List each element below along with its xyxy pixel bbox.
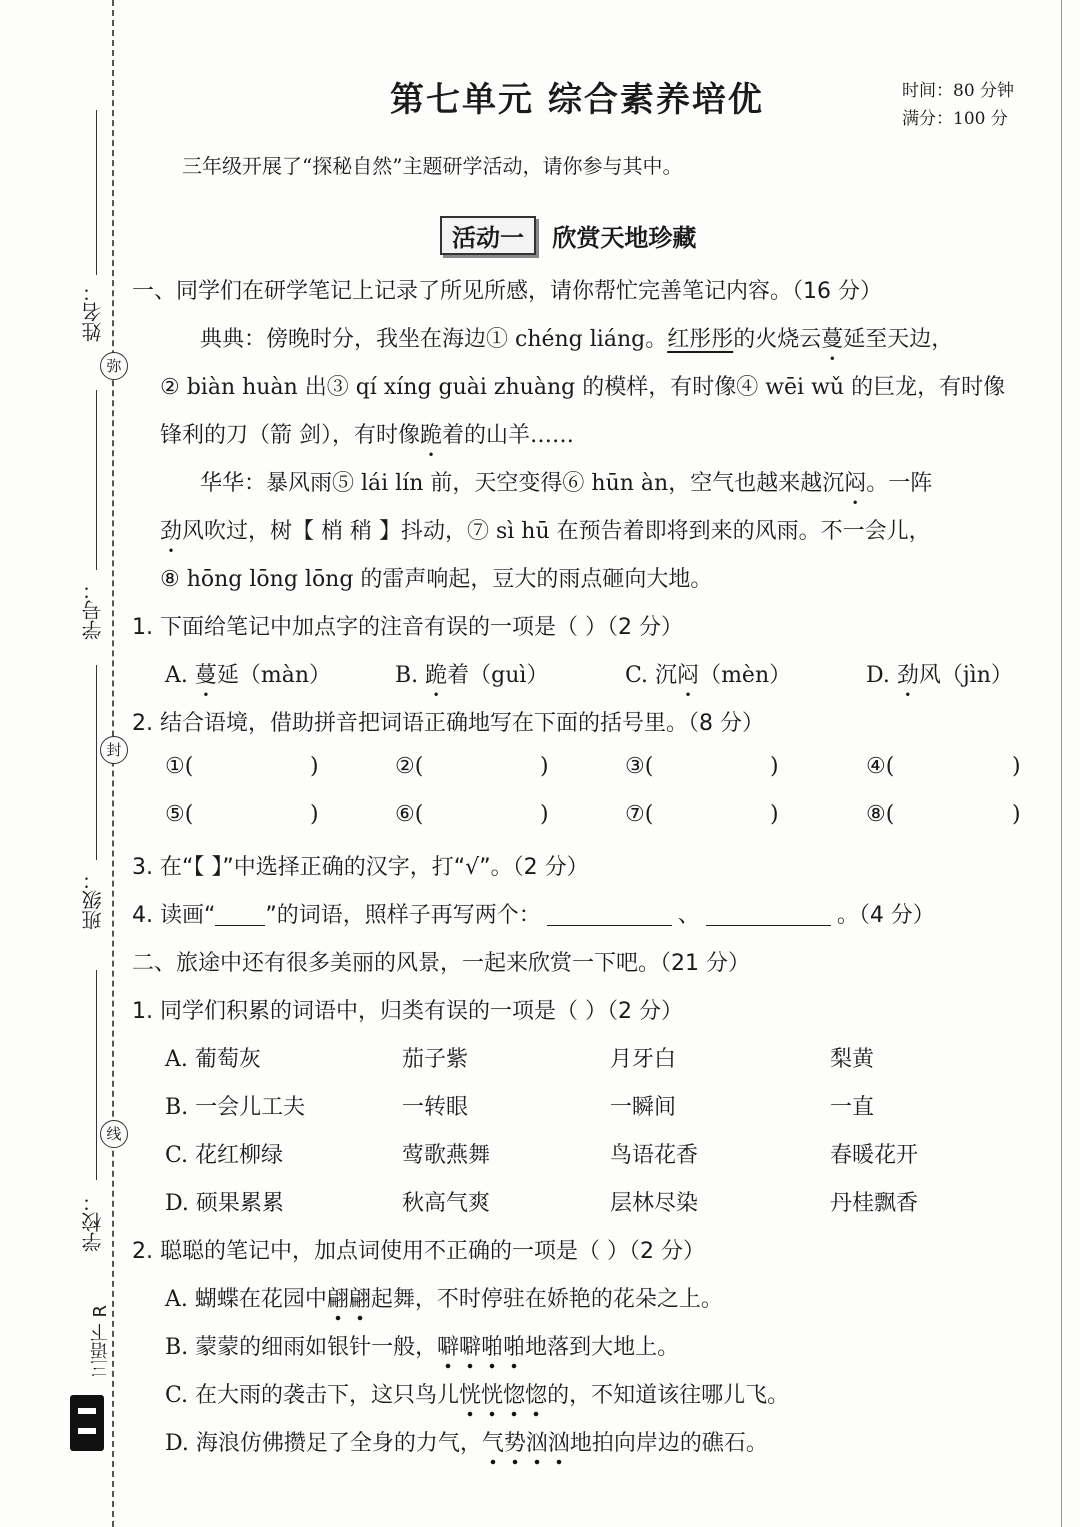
grade-label: 三语下 R <box>90 1305 111 1378</box>
note-text: 华华：暴风雨⑤ lái lín 前，天空变得⑥ hūn àn，空气也越来越沉 <box>200 471 845 496</box>
s2-q1-d-3: 层林尽染 <box>610 1191 699 1216</box>
q1-stem: 1. 下面给笔记中加点字的注音有误的一项是（ ）（2 分） <box>132 615 683 640</box>
underlined-word: 红彤彤 <box>667 327 734 352</box>
note-p2-line3: ⑧ hōng lōng lōng 的雷声响起，豆大的雨点砸向大地。 <box>160 567 713 592</box>
option-text: D. 海浪仿佛攒足了全身的力气， <box>165 1431 482 1456</box>
dotted-char: 蔓 <box>821 327 844 352</box>
slot-close: ) <box>1012 754 1021 779</box>
seal-char-xian: 线 <box>100 1120 128 1148</box>
slot-close: ) <box>770 754 779 779</box>
answer-slot-4[interactable]: ④( <box>866 754 895 779</box>
q4-text: 、 <box>677 903 700 928</box>
s2-q1-d-1[interactable]: D. 硕果累累 <box>165 1191 284 1216</box>
q4-text: 4. 读画“ <box>132 903 216 928</box>
intro-text: 三年级开展了“探秘自然”主题研学活动，请你参与其中。 <box>182 154 683 178</box>
note-p2-line1 <box>200 466 932 497</box>
s2-q2-option-b[interactable] <box>165 1330 679 1361</box>
q3-stem: 3. 在“【 】”中选择正确的汉字，打“√”。（2 分） <box>132 855 589 880</box>
class-write-line <box>96 665 97 860</box>
name-label: 姓名： <box>81 282 105 342</box>
slot-close: ) <box>770 802 779 827</box>
school-label: 学校： <box>81 1192 105 1252</box>
s2-q1-stem: 1. 同学们积累的词语中，归类有误的一项是（ ）（2 分） <box>132 999 683 1024</box>
dotted-word: 噼噼啪啪 <box>437 1335 525 1370</box>
page-edge-line <box>1061 0 1062 1527</box>
q1-option-c[interactable] <box>625 658 791 689</box>
slot-close: ) <box>540 754 549 779</box>
slot-close: ) <box>540 802 549 827</box>
s2-q1-a-4: 梨黄 <box>830 1047 875 1072</box>
note-p2-line2 <box>160 514 931 545</box>
student-id-label: 学号： <box>81 580 105 640</box>
option-text: B. 蒙蒙的细雨如银针一般， <box>165 1335 438 1360</box>
exam-time: 时间：80 分钟 <box>902 81 1015 101</box>
option-text: 延（màn） <box>216 663 332 688</box>
answer-slot-3[interactable]: ③( <box>625 754 654 779</box>
activity-heading <box>440 216 696 255</box>
slot-close: ) <box>310 754 319 779</box>
s2-q1-a-2: 茄子紫 <box>402 1047 469 1072</box>
note-text: 锋利的刀（箭 剑），有时像 <box>160 423 420 448</box>
seal-char-feng: 封 <box>100 736 128 764</box>
s2-q1-a-1[interactable]: A. 葡萄灰 <box>165 1047 261 1072</box>
dotted-char: 劲 <box>160 519 183 544</box>
q2-stem: 2. 结合语境，借助拼音把词语正确地写在下面的括号里。（8 分） <box>132 711 764 736</box>
answer-slot-2[interactable]: ②( <box>395 754 424 779</box>
slot-close: ) <box>310 802 319 827</box>
option-text: 地落到大地上。 <box>525 1335 680 1360</box>
option-text: 风（jìn） <box>918 663 1013 688</box>
dotted-char: 蔓 <box>194 663 217 688</box>
q4-line <box>132 898 935 929</box>
answer-slot-5[interactable]: ⑤( <box>165 802 194 827</box>
s2-q1-d-2: 秋高气爽 <box>402 1191 491 1216</box>
s2-q2-option-c[interactable] <box>165 1378 789 1409</box>
slot-close: ) <box>1012 802 1021 827</box>
q4-text: 。（4 分） <box>836 903 935 928</box>
q1-option-b[interactable] <box>395 658 548 689</box>
dotted-char: 闷 <box>844 471 867 496</box>
note-text: 延至天边， <box>843 327 954 352</box>
dotted-word: 恍恍惚惚 <box>459 1383 547 1418</box>
note-text: 。一阵 <box>866 471 933 496</box>
activity-title: 欣赏天地珍藏 <box>552 224 697 252</box>
dotted-char: 劲 <box>896 663 919 688</box>
option-text: B. <box>395 663 426 688</box>
note-text: 典典：傍晚时分，我坐在海边① chéng liáng。 <box>200 327 668 352</box>
s2-q1-c-2: 莺歌燕舞 <box>402 1143 491 1168</box>
s2-q1-a-3: 月牙白 <box>610 1047 677 1072</box>
name-write-line <box>96 110 97 275</box>
option-text: 地拍向岸边的礁石。 <box>569 1431 768 1456</box>
activity-box: 活动一 <box>440 216 536 255</box>
s2-q1-b-2: 一转眼 <box>402 1095 469 1120</box>
class-label: 班级： <box>81 870 105 930</box>
answer-blank-1[interactable] <box>547 905 672 926</box>
option-text: D. <box>866 663 897 688</box>
page-title: 第七单元 综合素养培优 <box>390 80 764 120</box>
seal-char-mi: 弥 <box>100 352 128 380</box>
q1-option-d[interactable] <box>866 658 1013 689</box>
publisher-logo-icon <box>70 1395 104 1451</box>
dotted-char: 跪 <box>420 423 443 448</box>
underline-sample <box>215 905 265 926</box>
section1-heading: 一、同学们在研学笔记上记录了所见所感，请你帮忙完善笔记内容。（16 分） <box>132 279 882 304</box>
option-text: A. 蝴蝶在花园中 <box>165 1287 327 1312</box>
full-score: 满分：100 分 <box>902 109 1008 129</box>
option-text: 着（guì） <box>447 663 549 688</box>
answer-slot-6[interactable]: ⑥( <box>395 802 424 827</box>
section2-heading: 二、旅途中还有很多美丽的风景，一起来欣赏一下吧。（21 分） <box>132 951 750 976</box>
s2-q1-b-4: 一直 <box>830 1095 875 1120</box>
school-write-line <box>96 970 97 1180</box>
s2-q2-stem: 2. 聪聪的笔记中，加点词使用不正确的一项是（ ）（2 分） <box>132 1239 705 1264</box>
option-text: C. 沉 <box>625 663 678 688</box>
option-text: C. 在大雨的袭击下，这只鸟儿 <box>165 1383 460 1408</box>
option-text: A. <box>165 663 195 688</box>
s2-q1-c-3: 鸟语花香 <box>610 1143 699 1168</box>
s2-q1-c-1[interactable]: C. 花红柳绿 <box>165 1143 284 1168</box>
s2-q1-d-4: 丹桂飘香 <box>830 1191 919 1216</box>
s2-q1-b-1[interactable]: B. 一会儿工夫 <box>165 1095 306 1120</box>
note-p1-line2: ② biàn huàn 出③ qí xíng guài zhuàng 的模样，有时像④ wēi wǔ 的巨龙，有时像 <box>160 375 1006 400</box>
note-text: 着的山羊…… <box>442 423 575 448</box>
answer-slot-8[interactable]: ⑧( <box>866 802 895 827</box>
answer-slot-1[interactable]: ①( <box>165 754 194 779</box>
q4-text: ”的词语，照样子再写两个： <box>265 903 541 928</box>
note-text: 的火烧云 <box>733 327 822 352</box>
q1-option-a[interactable] <box>165 658 331 689</box>
note-p1-line3 <box>160 418 574 449</box>
student-id-write-line <box>96 390 97 570</box>
option-text: （mèn） <box>699 663 792 688</box>
note-text: 风吹过，树【 梢 稍 】抖动，⑦ sì hū 在预告着即将到来的风雨。不一会儿， <box>182 519 931 544</box>
answer-blank-2[interactable] <box>706 905 831 926</box>
answer-slot-7[interactable]: ⑦( <box>625 802 654 827</box>
logo-notch <box>78 1408 96 1414</box>
logo-notch <box>78 1428 96 1434</box>
option-text: 起舞，不时停驻在娇艳的花朵之上。 <box>370 1287 723 1312</box>
s2-q2-option-d[interactable] <box>165 1426 768 1457</box>
s2-q1-b-3: 一瞬间 <box>610 1095 677 1120</box>
dotted-char: 闷 <box>677 663 700 688</box>
s2-q1-c-4: 春暖花开 <box>830 1143 919 1168</box>
dotted-word: 气势汹汹 <box>482 1431 570 1466</box>
option-text: 的，不知道该往哪儿飞。 <box>547 1383 790 1408</box>
dotted-word: 翩翩 <box>327 1287 371 1322</box>
dotted-char: 跪 <box>425 663 448 688</box>
s2-q2-option-a[interactable] <box>165 1282 723 1313</box>
note-p1-line1 <box>200 322 953 353</box>
